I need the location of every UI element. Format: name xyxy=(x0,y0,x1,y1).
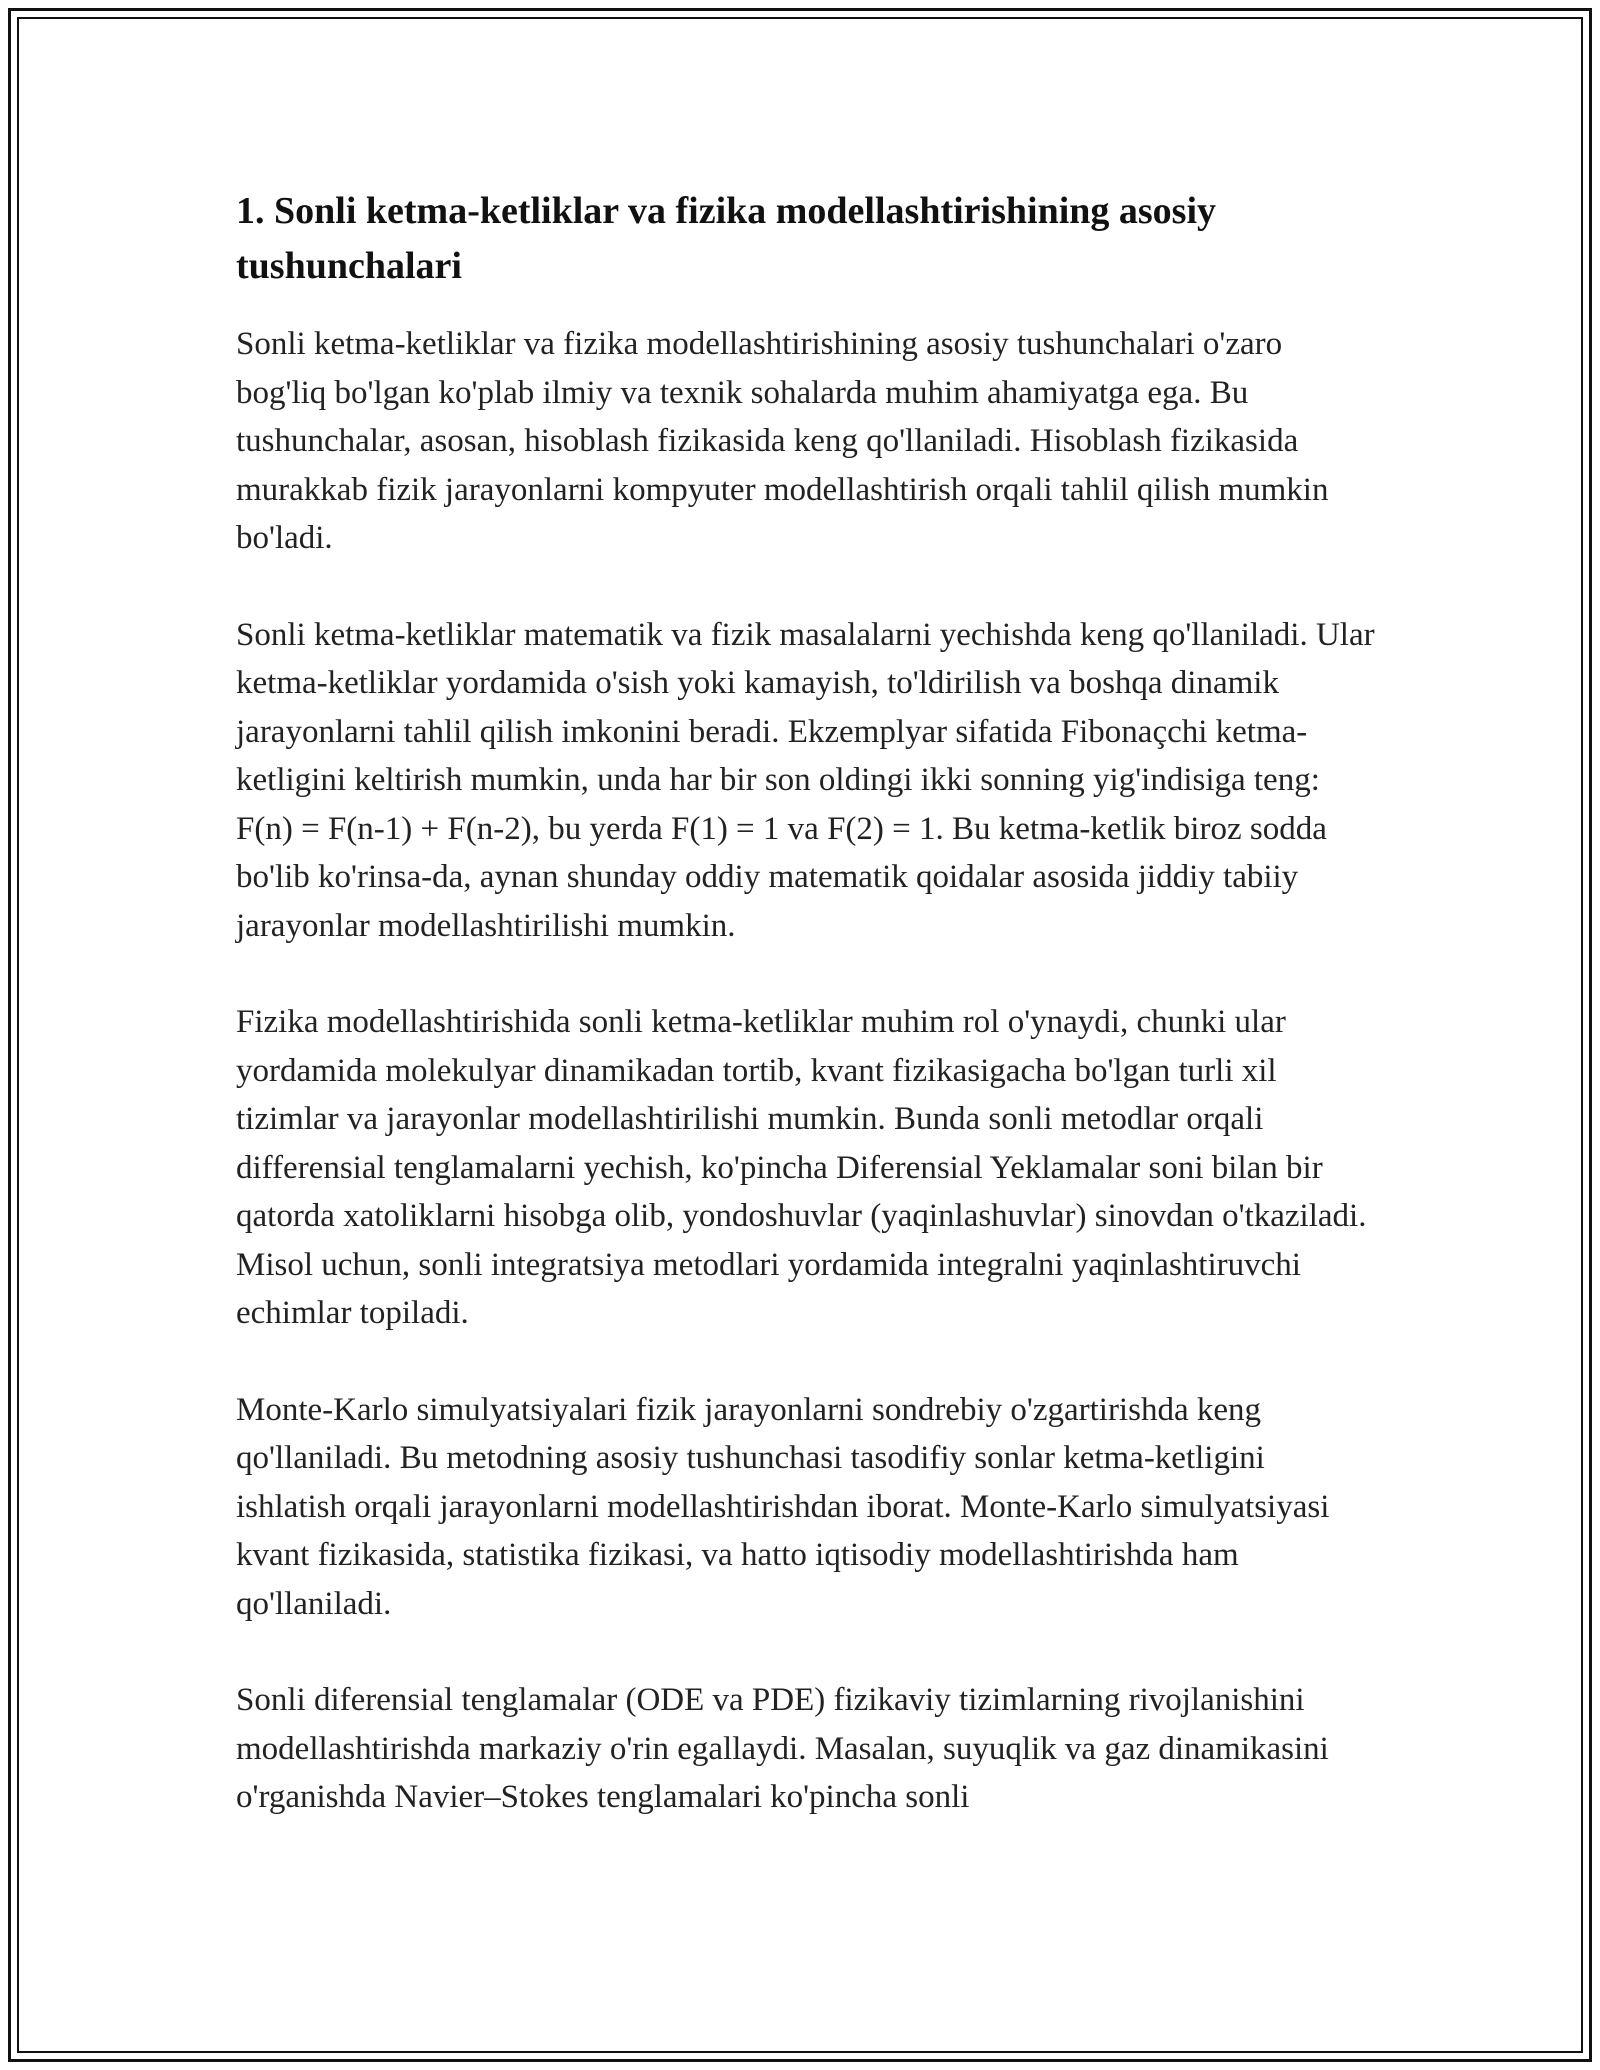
paragraph-intro: Sonli ketma-ketliklar va fizika modellashtirishining asosiy tushunchalari o'zaro bog'liq bo'lgan ko'plab ilmiy va texnik sohalarda muhim ahamiyatga ega. Bu tushunchalar, asosan, hisoblash fizikasida keng qo'llaniladi. Hisoblash fizikasida murakkab fizik jarayonlarni kompyuter modellashtirish orqali tahlil qilish mumkin bo'ladi. xyxy=(236,326,1329,556)
section-heading: 1. Sonli ketma-ketliklar va fizika modellashtirishining asosiy tushunchalari xyxy=(236,190,1217,287)
paragraph-differential-equations: Sonli diferensial tenglamalar (ODE va PDE) fizikaviy tizimlarning rivojlanishini modellashtirishda markaziy o'rin egallaydi. Masalan, suyuqlik va gaz dinamikasini o'rganishda Navier–Stokes tenglamalari ko'pincha sonli xyxy=(236,1682,1329,1815)
document-body xyxy=(236,184,1376,1870)
paragraph-monte-carlo: Monte-Karlo simulyatsiyalari fizik jarayonlarni sondrebiy o'zgartirishda keng qo'llaniladi. Bu metodning asosiy tushunchasi tasodifiy sonlar ketma-ketligini ishlatish orqali jarayonlarni modellashtirishdan iborat. Monte-Karlo simulyatsiyasi kvant fizikasida, statistika fizikasi, va hatto iqtisodiy modellashtirishda ham qo'llaniladi. xyxy=(236,1391,1330,1622)
paragraph-sequences: Sonli ketma-ketliklar matematik va fizik masalalarni yechishda keng qo'llaniladi. Ular ketma-ketliklar yordamida o'sish yoki kamayish, to'ldirilish va boshqa dinamik jarayonlarni tahlil qilish imkonini beradi. Ekzemplyar sifatida Fibonaçchi ketma-ketligini keltirish mumkin, unda har bir son oldingi ikki sonning yig'indisiga teng: F(n) = F(n-1) + F(n-2), bu yerda F(1) = 1 va F(2) = 1. Bu ketma-ketlik biroz sodda bo'lib ko'rinsa-da, aynan shunday oddiy matematik qoidalar asosida jiddiy tabiiy jarayonlar modellashtirilishi mumkin. xyxy=(236,616,1375,944)
paragraph-physics-modeling: Fizika modellashtirishida sonli ketma-ketliklar muhim rol o'ynaydi, chunki ular yordamida molekulyar dinamikadan tortib, kvant fizikasigacha bo'lgan turli xil tizimlar va jarayonlar modellashtirilishi mumkin. Bunda sonli metodlar orqali differensial tenglamalarni yechish, ko'pincha Diferensial Yeklamalar soni bilan bir qatorda xatoliklarni hisobga olib, yondoshuvlar (yaqinlashuvlar) sinovdan o'tkaziladi. Misol uchun, sonli integratsiya metodlari yordamida integralni yaqinlashtiruvchi echimlar topiladi. xyxy=(236,1004,1367,1331)
